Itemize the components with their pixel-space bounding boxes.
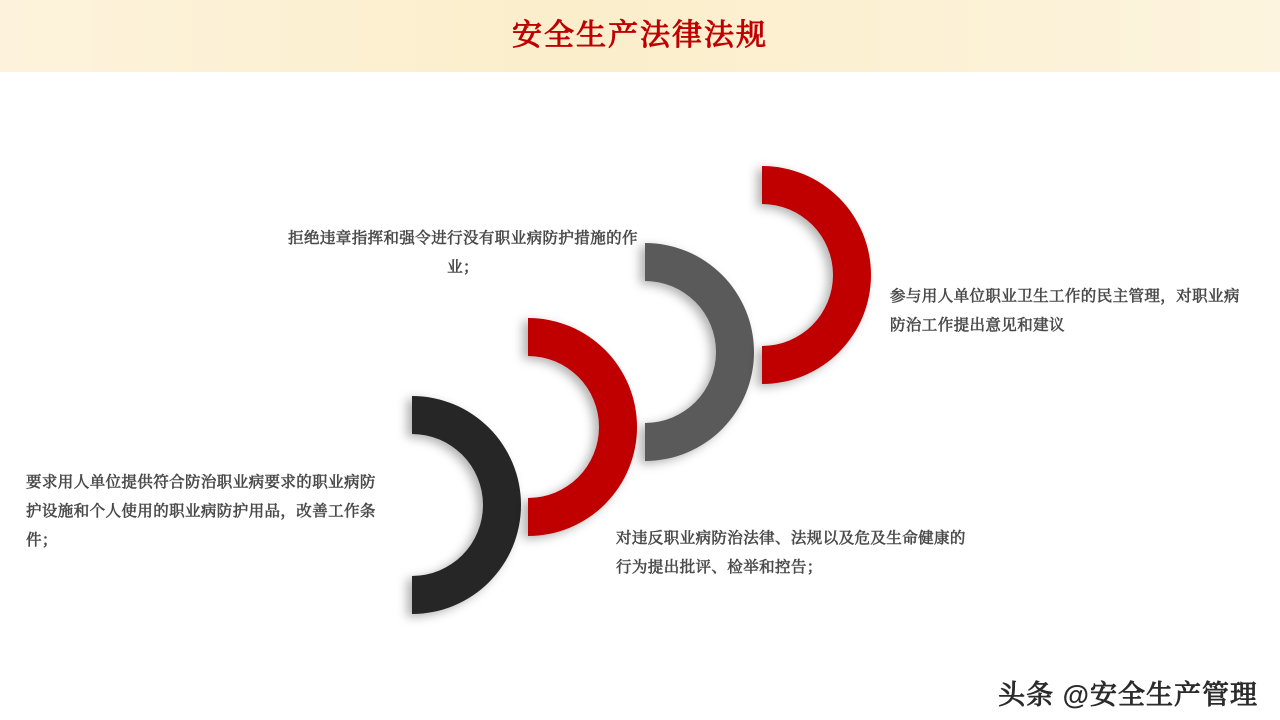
step-04-text: 要求用人单位提供符合防治职业病要求的职业病防护设施和个人使用的职业病防护用品，改善工作条件； — [26, 474, 376, 549]
step-07-number: 07 — [758, 246, 812, 298]
diagram-canvas — [0, 72, 1280, 720]
step-06-ring — [625, 237, 755, 467]
step-06-number: 06 — [641, 323, 695, 375]
step-07-text: 参与用人单位职业卫生工作的民主管理，对职业病防治工作提出意见和建议 — [890, 288, 1240, 334]
step-05-number: 05 — [524, 398, 578, 450]
step-06-text: 对违反职业病防治法律、法规以及危及生命健康的行为提出批评、检举和控告； — [616, 530, 966, 576]
page-title: 安全生产法律法规 — [512, 19, 768, 52]
watermark-text: 头条 @安全生产管理 — [998, 680, 1258, 710]
step-04-ring — [392, 390, 522, 620]
step-07-ring — [742, 160, 872, 390]
step-05-ring — [508, 312, 638, 542]
step-05-text: 拒绝违章指挥和强令进行没有职业病防护措施的作业； — [288, 230, 638, 276]
header-bar — [0, 0, 1280, 72]
step-04-number: 04 — [408, 476, 462, 528]
